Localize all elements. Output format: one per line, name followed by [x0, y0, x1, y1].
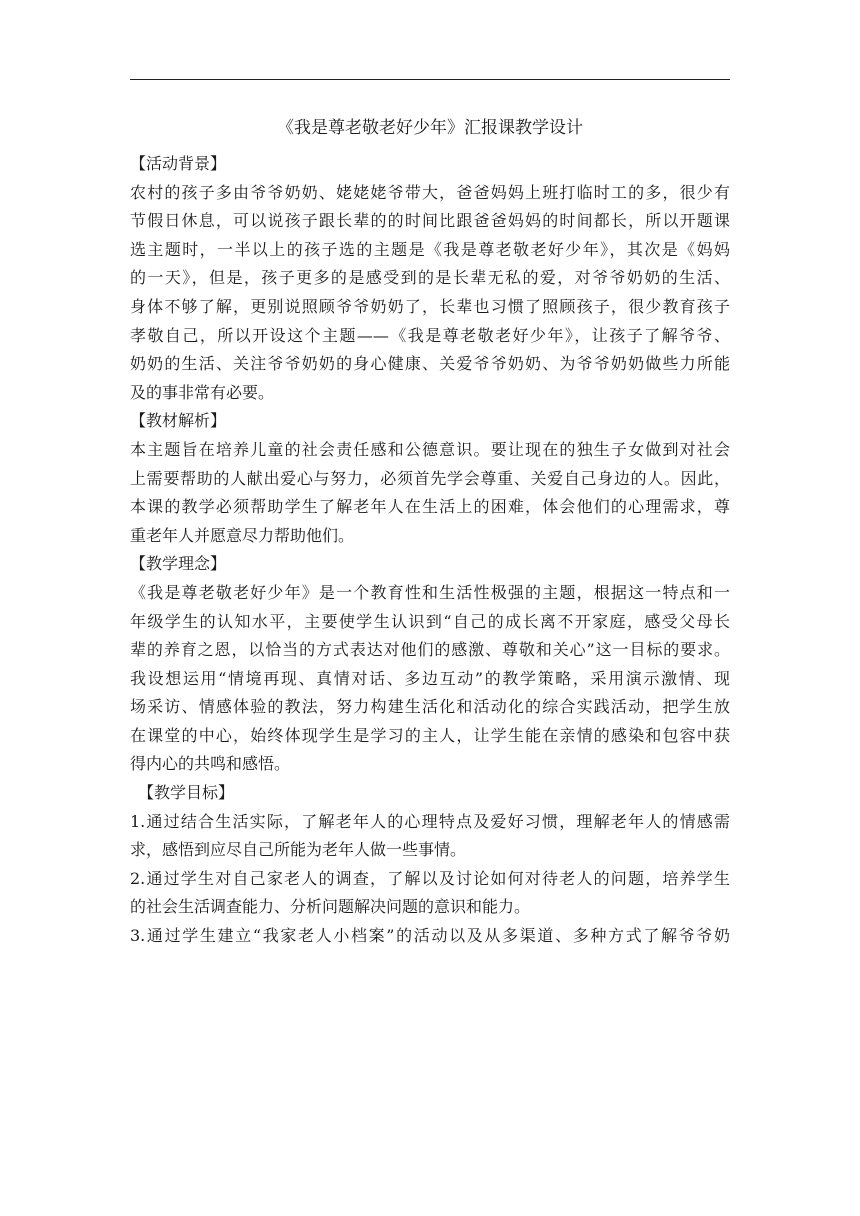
section-material-analysis: [130, 407, 730, 550]
section-heading: 【教学目标】: [138, 783, 235, 803]
objective-line: 的社会生活调查能力、分析问题解决问题的意识和能力。: [130, 897, 531, 917]
paragraph-line: 身体不够了解，更别说照顾爷爷奶奶了，长辈也习惯了照顾孩子，很少教育孩子: [130, 296, 730, 316]
paragraph-line: 场采访、情感体验的教法，努力构建生活化和活动化的综合实践活动，把学生放: [130, 697, 730, 717]
paragraph-line: 本课的教学必须帮助学生了解老年人在生活上的困难，体会他们的心理需求，尊: [130, 497, 730, 517]
document-title: 《我是尊老敬老好少年》汇报课教学设计: [277, 118, 583, 138]
paragraph-line: 得内心的共鸣和感悟。: [130, 754, 291, 774]
paragraph-line: 重老年人并愿意尽力帮助他们。: [130, 525, 355, 545]
section-teaching-objectives: [130, 779, 730, 951]
objective-line: 2.通过学生对自己家老人的调查，了解以及讨论如何对待老人的问题，培养学生: [130, 868, 730, 888]
paragraph-line: 上需要帮助的人献出爱心与努力，必须首先学会尊重、关爱自己身边的人。因此，: [130, 468, 730, 488]
section-background: [130, 150, 730, 407]
paragraph-line: 农村的孩子多由爷爷奶奶、姥姥姥爷带大，爸爸妈妈上班打临时工的多，很少有: [130, 182, 730, 202]
paragraph-line: 《我是尊老敬老好少年》是一个教育性和生活性极强的主题，根据这一特点和一: [130, 582, 730, 602]
header-rule: [130, 79, 730, 80]
paragraph-line: 节假日休息，可以说孩子跟长辈的的时间比跟爸爸妈妈的时间都长，所以开题课: [130, 211, 730, 231]
objective-line: 3.通过学生建立“我家老人小档案”的活动以及从多渠道、多种方式了解爷爷奶: [130, 926, 730, 946]
section-heading: 【教材解析】: [130, 411, 227, 431]
section-heading: 【教学理念】: [130, 554, 227, 574]
paragraph-line: 辈的养育之恩，以恰当的方式表达对他们的感激、尊敬和关心”这一目标的要求。: [130, 640, 730, 660]
paragraph-line: 我设想运用“情境再现、真情对话、多边互动”的教学策略，采用演示激情、现: [130, 668, 730, 688]
paragraph-line: 年级学生的认知水平，主要使学生认识到“自己的成长离不开家庭，感受父母长: [130, 611, 730, 631]
section-heading: 【活动背景】: [130, 154, 227, 173]
document-body: [130, 150, 730, 951]
paragraph-line: 及的事非常有必要。: [130, 382, 275, 402]
paragraph-line: 的一天》，但是，孩子更多的是感受到的是长辈无私的爱，对爷爷奶奶的生活、: [130, 268, 730, 288]
objective-line: 1.通过结合生活实际，了解老年人的心理特点及爱好习惯，理解老年人的情感需: [130, 811, 730, 831]
paragraph-line: 在课堂的中心，始终体现学生是学习的主人，让学生能在亲情的感染和包容中获: [130, 725, 730, 745]
paragraph-line: 选主题时，一半以上的孩子选的主题是《我是尊老敬老好少年》，其次是《妈妈: [130, 239, 730, 259]
paragraph-line: 本主题旨在培养儿童的社会责任感和公德意识。要让现在的独生子女做到对社会: [130, 439, 730, 459]
section-teaching-philosophy: [130, 550, 730, 779]
paragraph-line: 奶奶的生活、关注爷爷奶奶的身心健康、关爱爷爷奶奶、为爷爷奶奶做些力所能: [130, 354, 730, 374]
objective-line: 求，感悟到应尽自己所能为老年人做一些事情。: [130, 840, 467, 860]
paragraph-line: 孝敬自己，所以开设这个主题——《我是尊老敬老好少年》，让孩子了解爷爷、: [130, 325, 730, 345]
